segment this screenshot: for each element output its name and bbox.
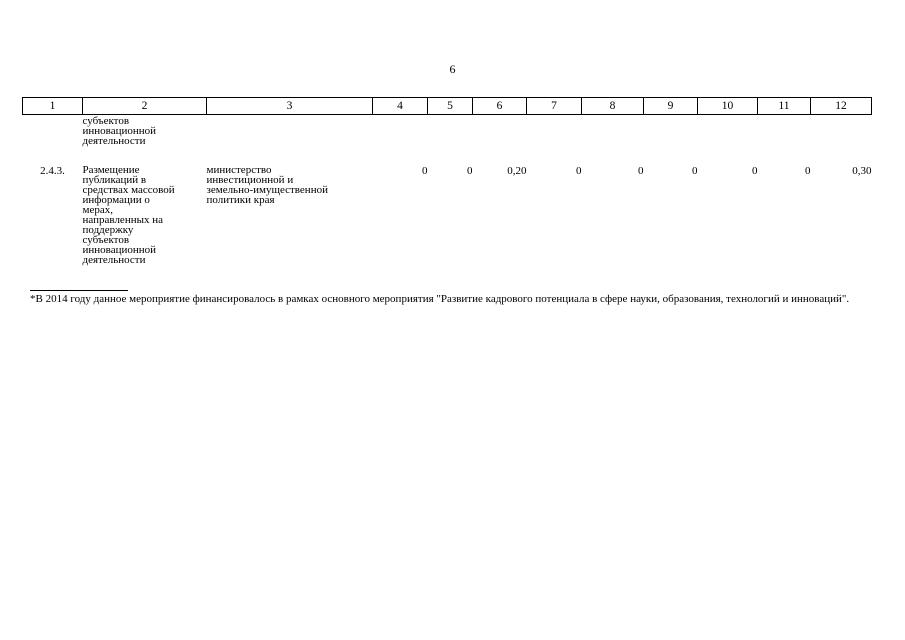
- column-header: 5: [428, 98, 473, 115]
- column-header: 1: [23, 98, 83, 115]
- column-header: 6: [473, 98, 527, 115]
- column-header: 10: [698, 98, 758, 115]
- continuation-row: [23, 115, 872, 166]
- value-cell: 0: [576, 165, 582, 177]
- value-cell: 0: [752, 165, 758, 177]
- column-header: 12: [811, 98, 872, 115]
- value-cell: 0: [692, 165, 698, 177]
- table-row: [23, 165, 872, 265]
- column-header: 4: [373, 98, 428, 115]
- value-cell: 0: [805, 165, 811, 177]
- value-cell: 0: [638, 165, 644, 177]
- item-code: 2.4.3.: [40, 165, 65, 177]
- item-name: Размещение публикаций в средствах массовой информации о мерах, направленных на поддержку субъектов инновационной деятельности: [82, 164, 175, 266]
- column-header: 9: [644, 98, 698, 115]
- value-cell: 0,20: [507, 165, 527, 177]
- column-header: 11: [758, 98, 811, 115]
- column-header: 8: [582, 98, 644, 115]
- value-cell: 0: [467, 165, 473, 177]
- footnote: *В 2014 году данное мероприятие финансировалось в рамках основного мероприятия "Развитие кадрового потенциала в сфере науки, образования, технологий и инноваций".: [30, 293, 850, 305]
- column-header: 3: [207, 98, 373, 115]
- program-table: [22, 97, 872, 265]
- column-numbers-row: [23, 98, 872, 115]
- page-number: 6: [449, 62, 456, 76]
- item-executor: министерство инвестиционной и земельно-имущественной политики края: [206, 164, 328, 206]
- continuation-text: субъектов инновационной деятельности: [82, 115, 157, 147]
- column-header: 7: [527, 98, 582, 115]
- value-cell: 0: [422, 165, 428, 177]
- column-header: 2: [83, 98, 207, 115]
- value-cell: 0,30: [852, 165, 872, 177]
- footnote-separator: [30, 290, 128, 291]
